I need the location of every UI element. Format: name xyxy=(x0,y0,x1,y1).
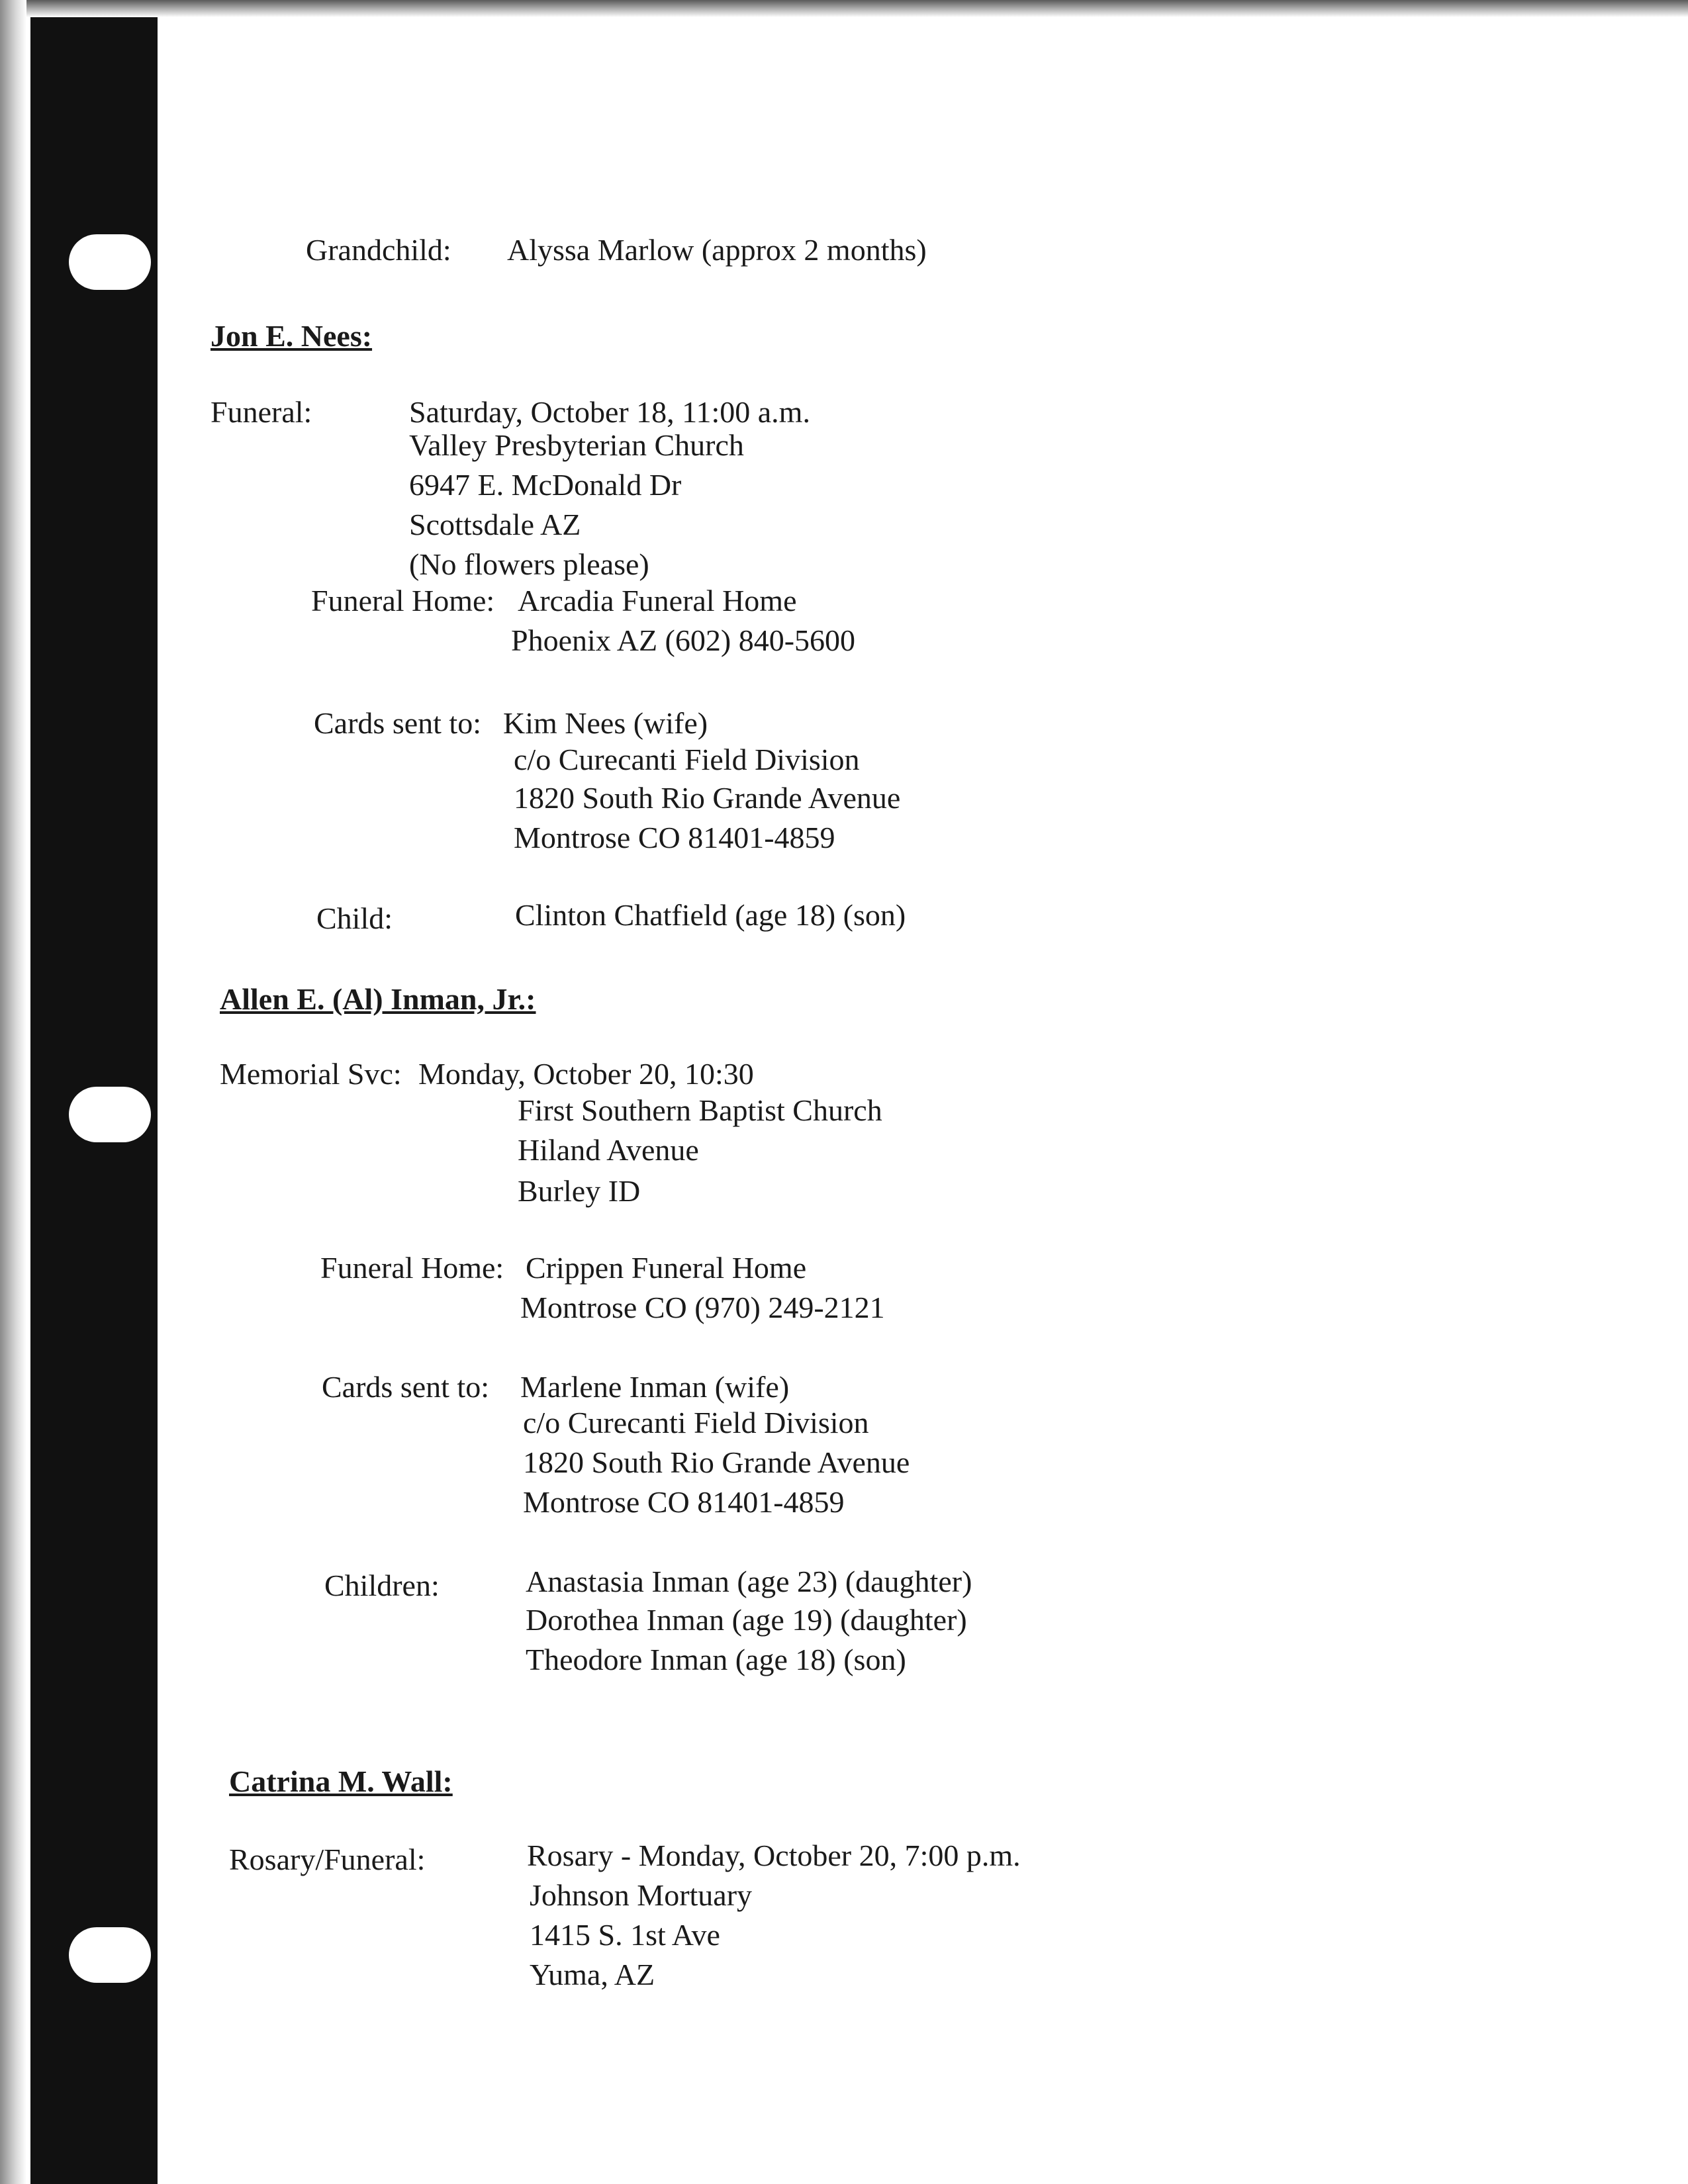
nees-funeral-line: Scottsdale AZ xyxy=(409,508,581,541)
nees-child-label: Child: xyxy=(316,901,393,935)
scan-top-edge xyxy=(0,0,1688,17)
inman-cards-label: Cards sent to: xyxy=(322,1370,489,1404)
nees-funeral-line: Valley Presbyterian Church xyxy=(409,428,744,462)
inman-children-line: Theodore Inman (age 18) (son) xyxy=(526,1643,906,1676)
inman-cards-line: Marlene Inman (wife) xyxy=(520,1370,790,1404)
inman-funeral-home-label: Funeral Home: xyxy=(320,1251,504,1285)
grandchild-label: Grandchild: xyxy=(306,233,451,267)
inman-memorial-line: Hiland Avenue xyxy=(518,1133,699,1167)
inman-heading: Allen E. (Al) Inman, Jr.: xyxy=(220,982,536,1016)
nees-funeral-line: Saturday, October 18, 11:00 a.m. xyxy=(409,395,810,429)
nees-cards-line: Kim Nees (wife) xyxy=(503,706,708,740)
wall-heading: Catrina M. Wall: xyxy=(229,1764,453,1798)
nees-funeral-home-line: Phoenix AZ (602) 840-5600 xyxy=(511,623,856,657)
inman-memorial-line: Burley ID xyxy=(518,1174,641,1208)
nees-funeral-label: Funeral: xyxy=(211,395,312,429)
binder-hole-bottom xyxy=(69,1927,151,1983)
inman-memorial-label: Memorial Svc: xyxy=(220,1057,402,1091)
inman-funeral-home-line: Montrose CO (970) 249-2121 xyxy=(520,1291,885,1324)
binder-hole-middle xyxy=(69,1087,151,1142)
nees-heading: Jon E. Nees: xyxy=(211,319,373,353)
nees-cards-label: Cards sent to: xyxy=(314,706,481,740)
inman-memorial-line: Monday, October 20, 10:30 xyxy=(418,1057,754,1091)
nees-funeral-line: (No flowers please) xyxy=(409,547,649,581)
inman-children-label: Children: xyxy=(324,1569,440,1602)
inman-cards-line: 1820 South Rio Grande Avenue xyxy=(523,1445,910,1479)
inman-children-line: Anastasia Inman (age 23) (daughter) xyxy=(526,1565,972,1598)
binder-hole-top xyxy=(69,234,151,290)
wall-rosary-line: 1415 S. 1st Ave xyxy=(530,1918,720,1952)
nees-funeral-home-label: Funeral Home: xyxy=(311,584,495,617)
inman-funeral-home-line: Crippen Funeral Home xyxy=(526,1251,807,1285)
scan-left-edge xyxy=(0,0,26,2184)
nees-cards-line: 1820 South Rio Grande Avenue xyxy=(514,781,901,815)
nees-cards-line: c/o Curecanti Field Division xyxy=(514,743,860,776)
nees-funeral-line: 6947 E. McDonald Dr xyxy=(409,468,682,502)
inman-children-line: Dorothea Inman (age 19) (daughter) xyxy=(526,1603,967,1637)
inman-cards-line: c/o Curecanti Field Division xyxy=(523,1406,869,1439)
nees-funeral-home-line: Arcadia Funeral Home xyxy=(518,584,797,617)
wall-rosary-line: Yuma, AZ xyxy=(530,1958,655,1991)
grandchild-value: Alyssa Marlow (approx 2 months) xyxy=(507,233,927,267)
inman-memorial-line: First Southern Baptist Church xyxy=(518,1093,882,1127)
nees-child-line: Clinton Chatfield (age 18) (son) xyxy=(515,898,906,932)
wall-rosary-line: Rosary - Monday, October 20, 7:00 p.m. xyxy=(527,1839,1021,1872)
nees-cards-line: Montrose CO 81401-4859 xyxy=(514,821,835,854)
wall-rosary-label: Rosary/Funeral: xyxy=(229,1843,426,1876)
inman-cards-line: Montrose CO 81401-4859 xyxy=(523,1485,845,1519)
wall-rosary-line: Johnson Mortuary xyxy=(530,1878,753,1912)
